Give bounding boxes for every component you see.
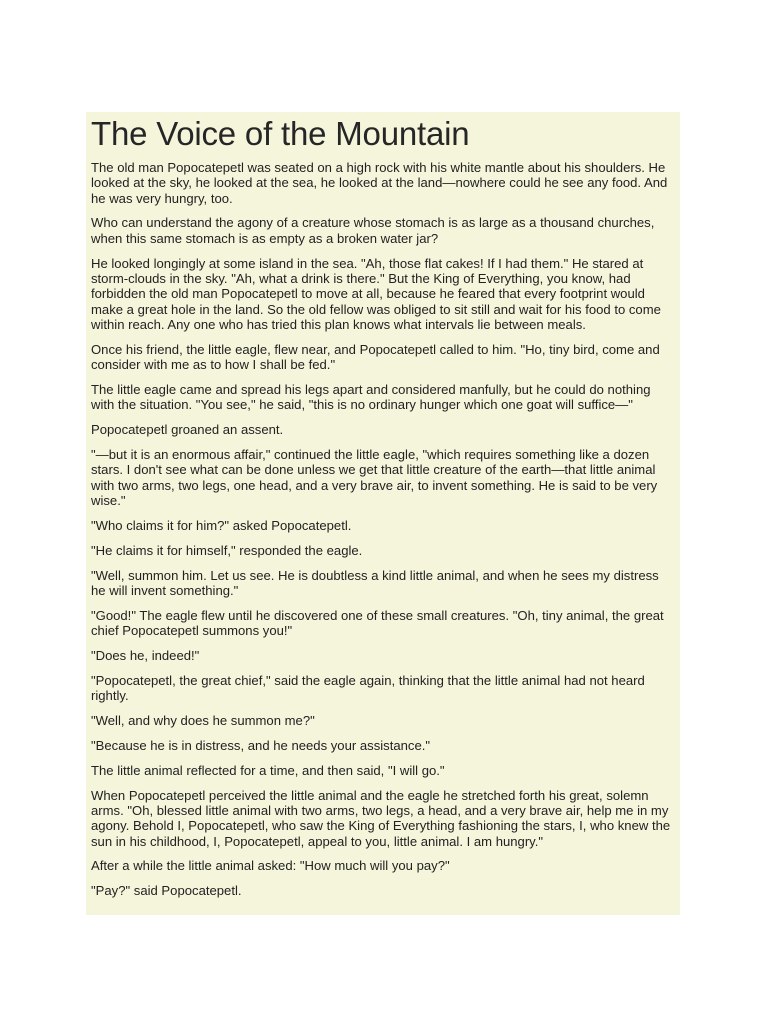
paragraph: "Pay?" said Popocatepetl. <box>91 883 242 899</box>
paragraph: The little animal reflected for a time, and then said, "I will go." <box>91 762 445 778</box>
paragraph: "Because he is in distress, and he needs your assistance." <box>91 737 431 753</box>
paragraph: He looked longingly at some island in the sea. "Ah, those flat cakes! If I had them." He stared at storm-clouds in the sky. "Ah, what a drink is there." But the King of Everything, you know, had forbidden the old man Popocatepetl to move at all, because he feared that every footprint would make a great hole in the land. So the old fellow was obliged to sit still and wait for his food to come within reach. Any one who has tried this plan knows what intervals lie between meals. <box>91 255 661 332</box>
paragraph: "Well, summon him. Let us see. He is doubtless a kind little animal, and when he sees my distress he will invent something." <box>91 567 659 598</box>
paragraph: "Popocatepetl, the great chief," said the eagle again, thinking that the little animal had not heard rightly. <box>91 672 645 704</box>
paragraph: "Does he, indeed!" <box>91 647 200 663</box>
document-title: The Voice of the Mountain <box>91 115 470 152</box>
paragraph: "He claims it for himself," responded the eagle. <box>91 542 363 558</box>
paragraph: Popocatepetl groaned an assent. <box>91 422 284 438</box>
paragraph: "—but it is an enormous affair," continued the little eagle, "which requires something like a dozen stars. I don't see what can be done unless we get that little creature of the earth—that little animal with two arms, two legs, one head, and a very brave air, to invent something. He is said to be very wise." <box>91 447 658 508</box>
document-page <box>86 112 680 915</box>
paragraph: When Popocatepetl perceived the little animal and the eagle he stretched forth his great, solemn arms. "Oh, blessed little animal with two arms, two legs, a head, and a very brave air, help me in my agony. Behold I, Popocatepetl, who saw the King of Everything fashioning the stars, I, who knew the sun in his childhood, I, Popocatepetl, appeal to you, little animal. I am hungry." <box>91 787 671 849</box>
paragraph: "Well, and why does he summon me?" <box>91 713 315 729</box>
paragraph: After a while the little animal asked: "How much will you pay?" <box>91 858 450 874</box>
paragraph: "Good!" The eagle flew until he discovered one of these small creatures. "Oh, tiny animal, the great chief Popocatepetl summons you!" <box>91 607 664 639</box>
paragraph: Who can understand the agony of a creature whose stomach is as large as a thousand churches, when this same stomach is as empty as a broken water jar? <box>91 215 655 246</box>
paragraph: The old man Popocatepetl was seated on a high rock with his white mantle about his shoulders. He looked at the sky, he looked at the sea, he looked at the land—nowhere could he see any food. And he was very hungry, too. <box>91 160 668 206</box>
paragraph: "Who claims it for him?" asked Popocatepetl. <box>91 517 352 533</box>
paragraph: The little eagle came and spread his legs apart and considered manfully, but he could do nothing with the situation. "You see," he said, "this is no ordinary hunger which one goat will suffice—" <box>91 381 651 413</box>
paragraph: Once his friend, the little eagle, flew near, and Popocatepetl called to him. "Ho, tiny bird, come and consider with me as to how I shall be fed." <box>91 341 660 373</box>
